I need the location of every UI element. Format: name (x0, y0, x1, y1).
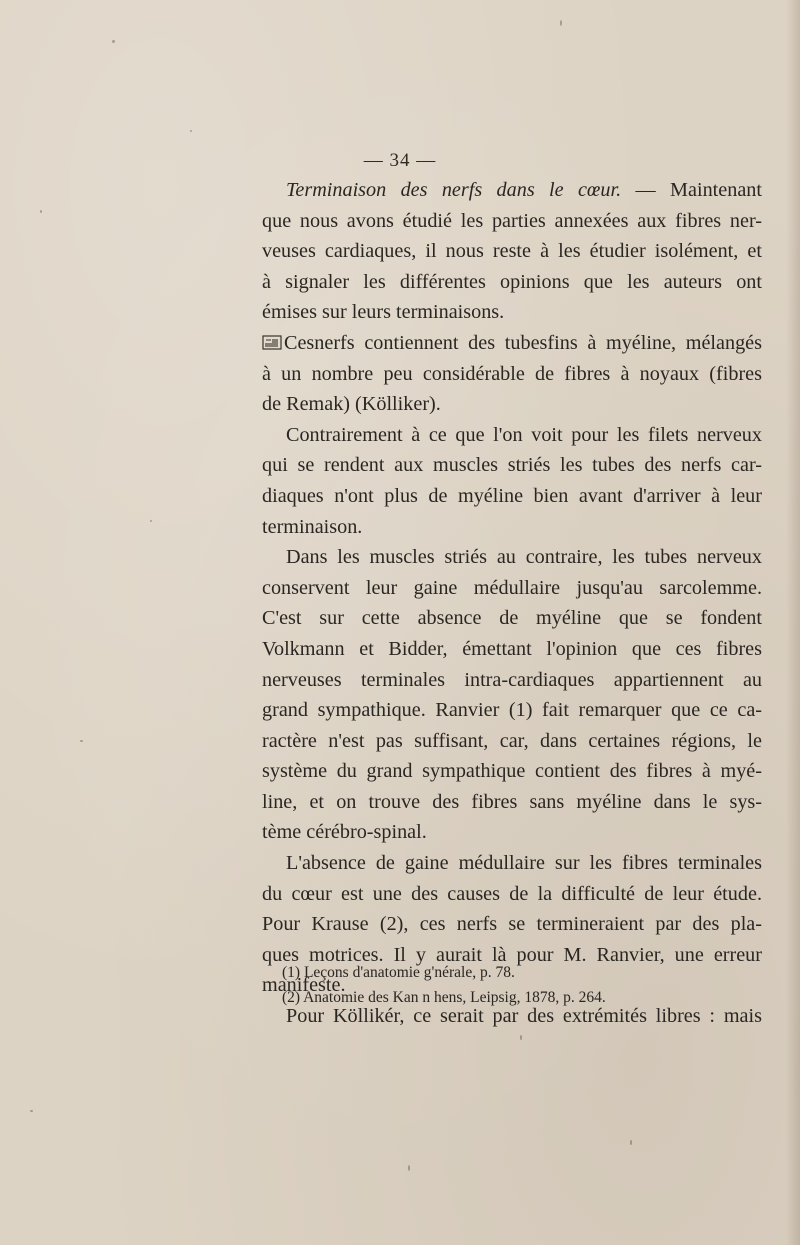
paper-speck (408, 1165, 410, 1171)
text-line: ractère n'est pas suffisant, car, dans certaines régions, le (262, 729, 762, 752)
pointing-hand-icon (262, 334, 282, 351)
paper-speck (112, 40, 115, 43)
text-line: conservent leur gaine médullaire jusqu'au sarcolemme. (262, 576, 762, 599)
section-heading: Terminaison des nerfs dans le cœur. (286, 179, 622, 201)
footnotes (282, 960, 752, 1010)
text-line: Volkmann et Bidder, émettant l'opinion que ces fibres (262, 637, 762, 660)
text-line: veuses cardiaques, il nous reste à les étudier isolément, et (262, 240, 762, 263)
text-line: Cesnerfs contiennent des tubesfins à myéline, mélangés (262, 328, 762, 359)
text-line: Pour Köllikér, ce serait par des extrémités libres : mais (286, 1005, 762, 1028)
text-line: Terminaison des nerfs dans le cœur. — Maintenant (286, 179, 762, 201)
paper-speck (150, 520, 152, 522)
text-line: du cœur est une des causes de la difficulté de leur étude. (262, 882, 762, 905)
paper-speck (560, 20, 562, 26)
text-line: de Remak) (Kölliker). (262, 393, 441, 416)
body-text (262, 175, 762, 1032)
text-line: C'est sur cette absence de myéline que se fondent (262, 607, 762, 630)
paragraph-ces-nerfs (262, 328, 762, 420)
text-line: tème cérébro-spinal. (262, 821, 427, 844)
paragraph-dans-les-muscles (262, 542, 762, 848)
paper-speck (190, 130, 192, 132)
paragraph-terminaison (262, 175, 762, 328)
paper-speck (80, 740, 83, 742)
paragraph-contrairement (262, 420, 762, 542)
text-line: grand sympathique. Ranvier (1) fait remarquer que ce ca- (262, 699, 762, 722)
text-line: à un nombre peu considérable de fibres à noyaux (fibres (262, 362, 762, 385)
paper-speck (630, 1140, 632, 1145)
text-line: terminaison. (262, 515, 363, 538)
text-line: Pour Krause (2), ces nerfs se termineraient par des pla- (262, 913, 762, 936)
footnote: (1) Leçons d'anatomie g'nérale, p. 78. (282, 964, 515, 981)
text-line: Contrairement à ce que l'on voit pour les filets nerveux (286, 423, 762, 446)
text-line: système du grand sympathique contient des fibres à myé- (262, 760, 762, 783)
text-line: manifeste. (262, 974, 346, 997)
footnote: (2) Anatomie des Kan n hens, Leipsig, 1878, p. 264. (282, 989, 606, 1006)
text-line: à signaler les différentes opinions que les auteurs ont (262, 270, 762, 293)
text-line: L'absence de gaine médullaire sur les fibres terminales (286, 852, 762, 875)
text-line: ques motrices. Il y aurait là pour M. Ranvier, une erreur (262, 943, 762, 966)
page-number: — 34 — (363, 150, 437, 171)
text-line: émises sur leurs terminaisons. (262, 301, 505, 324)
text-line: diaques n'ont plus de myéline bien avant d'arriver à leur (262, 484, 762, 507)
paper-speck (40, 210, 42, 213)
text-line: Dans les muscles striés au contraire, les tubes nerveux (286, 546, 762, 569)
text-line: nerveuses terminales intra-cardiaques appartiennent au (262, 668, 762, 691)
paper-speck (520, 1035, 522, 1040)
paper-speck (30, 1110, 33, 1112)
text-line: line, et on trouve des fibres sans myéline dans le sys- (262, 790, 762, 813)
text-line: que nous avons étudié les parties annexées aux fibres ner- (262, 209, 762, 232)
text-line: qui se rendent aux muscles striés les tubes des nerfs car- (262, 454, 762, 477)
